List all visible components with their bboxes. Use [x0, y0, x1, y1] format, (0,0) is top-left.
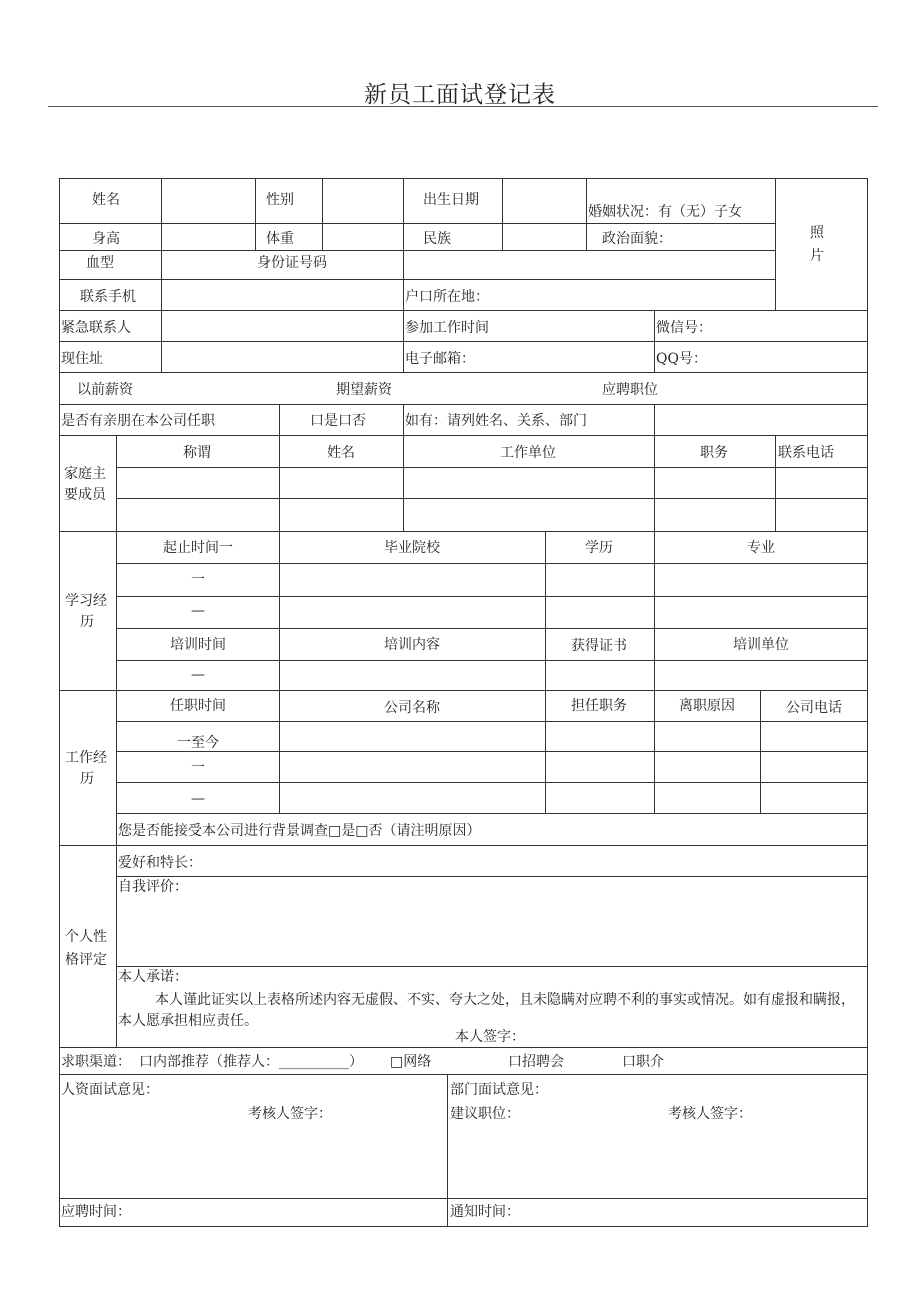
label-qq: QQ号： — [656, 351, 707, 367]
work-header-company-phone: 公司电话 — [786, 700, 842, 716]
study-row-period: 一 — [191, 572, 205, 588]
label-gender: 性别 — [266, 192, 294, 208]
label-relatives-note: 如有：请列姓名、关系、部门 — [405, 413, 587, 429]
family-header-title: 职务 — [700, 445, 728, 461]
photo-label-2: 片 — [810, 248, 824, 264]
family-label-1: 家庭主 — [64, 466, 106, 482]
label-application-time: 应聘时间： — [61, 1204, 131, 1220]
label-emergency-contact: 紧急联系人 — [61, 320, 131, 336]
label-hr-opinion: 人资面试意见： — [61, 1082, 159, 1098]
label-hukou: 户口所在地： — [405, 289, 489, 305]
work-row-period: 一 — [191, 760, 205, 776]
channel-network-checkbox[interactable]: □网络 — [390, 1054, 432, 1070]
background-check-question[interactable]: 您是否能接受本公司进行背景调查□是□否（请注明原因） — [118, 823, 481, 839]
work-header-period: 任职时间 — [170, 698, 226, 714]
label-previous-salary: 以前薪资 — [77, 382, 133, 398]
work-header-company: 公司名称 — [384, 700, 440, 716]
study-label-2: 历 — [80, 614, 94, 630]
work-row-period: — — [191, 791, 205, 807]
relatives-yes-no-checkbox[interactable]: 口是口否 — [310, 413, 366, 429]
label-id-number: 身份证号码 — [257, 255, 327, 271]
training-row-period: — — [191, 667, 205, 683]
training-header-certificate: 获得证书 — [571, 638, 627, 654]
training-header-time: 培训时间 — [170, 637, 226, 653]
promise-text: 本人谨此证实以上表格所述内容无虚假、不实、夸大之处，且未隐瞒对应聘不利的事实或情况。如有虚报和瞒报，本人愿承担相应责任。 — [118, 992, 855, 1029]
title-underline — [48, 106, 878, 107]
label-suggested-position: 建议职位： — [450, 1106, 520, 1122]
study-header-school: 毕业院校 — [384, 540, 440, 556]
study-header-major: 专业 — [747, 540, 775, 556]
work-header-leave-reason: 离职原因 — [679, 698, 735, 714]
work-label-2: 历 — [80, 771, 94, 787]
family-header-workplace: 工作单位 — [500, 445, 556, 461]
label-dept-signer: 考核人签字： — [668, 1106, 752, 1122]
page-title: 新员工面试登记表 — [364, 82, 556, 108]
training-header-institution: 培训单位 — [733, 637, 789, 653]
label-birth-date: 出生日期 — [423, 192, 479, 208]
personal-label-2: 格评定 — [65, 952, 107, 968]
label-hobbies: 爱好和特长： — [118, 855, 202, 871]
label-channel: 求职渠道： — [61, 1054, 131, 1070]
family-label-2: 要成员 — [64, 487, 106, 503]
channel-agency-checkbox[interactable]: 口职介 — [622, 1054, 664, 1070]
label-marital-status: 婚姻状况：有（无）子女 — [588, 204, 742, 220]
family-header-phone: 联系电话 — [778, 445, 834, 461]
channel-job-fair-checkbox[interactable]: 口招聘会 — [508, 1054, 564, 1070]
label-relatives-question: 是否有亲朋在本公司任职 — [61, 413, 215, 429]
work-row-period: 一至今 — [177, 735, 219, 751]
work-header-position: 担任职务 — [571, 698, 627, 714]
label-weight: 体重 — [266, 231, 294, 247]
work-label-1: 工作经 — [65, 750, 107, 766]
label-notice-time: 通知时间： — [450, 1204, 520, 1220]
label-height: 身高 — [92, 231, 120, 247]
label-address: 现住址 — [61, 351, 103, 367]
label-email: 电子邮箱： — [405, 351, 475, 367]
label-ethnicity: 民族 — [423, 231, 451, 247]
study-label-1: 学习经 — [65, 593, 107, 609]
label-blood-type: 血型 — [86, 255, 114, 271]
label-dept-opinion: 部门面试意见： — [450, 1082, 548, 1098]
label-phone: 联系手机 — [80, 289, 136, 305]
channel-internal-referral-checkbox[interactable]: 口内部推荐（推荐人：__________） — [139, 1054, 363, 1070]
label-wechat: 微信号： — [656, 320, 712, 336]
label-signature: 本人签字： — [455, 1029, 525, 1045]
label-political-status: 政治面貌： — [602, 231, 672, 247]
personal-label-1: 个人性 — [65, 929, 107, 945]
family-header-relation: 称谓 — [183, 445, 211, 461]
training-header-content: 培训内容 — [384, 637, 440, 653]
family-header-name: 姓名 — [327, 445, 355, 461]
study-header-period: 起止时间一 — [163, 540, 233, 556]
study-row-period: — — [191, 603, 205, 619]
label-expected-salary: 期望薪资 — [336, 382, 392, 398]
label-self-evaluation: 自我评价： — [118, 879, 188, 895]
label-promise-title: 本人承诺： — [118, 969, 188, 985]
label-applied-position: 应聘职位 — [602, 382, 658, 398]
study-header-degree: 学历 — [585, 540, 613, 556]
label-name: 姓名 — [92, 192, 120, 208]
photo-label-1: 照 — [810, 225, 824, 241]
label-work-start-time: 参加工作时间 — [405, 320, 489, 336]
label-hr-signer: 考核人签字： — [248, 1106, 332, 1122]
